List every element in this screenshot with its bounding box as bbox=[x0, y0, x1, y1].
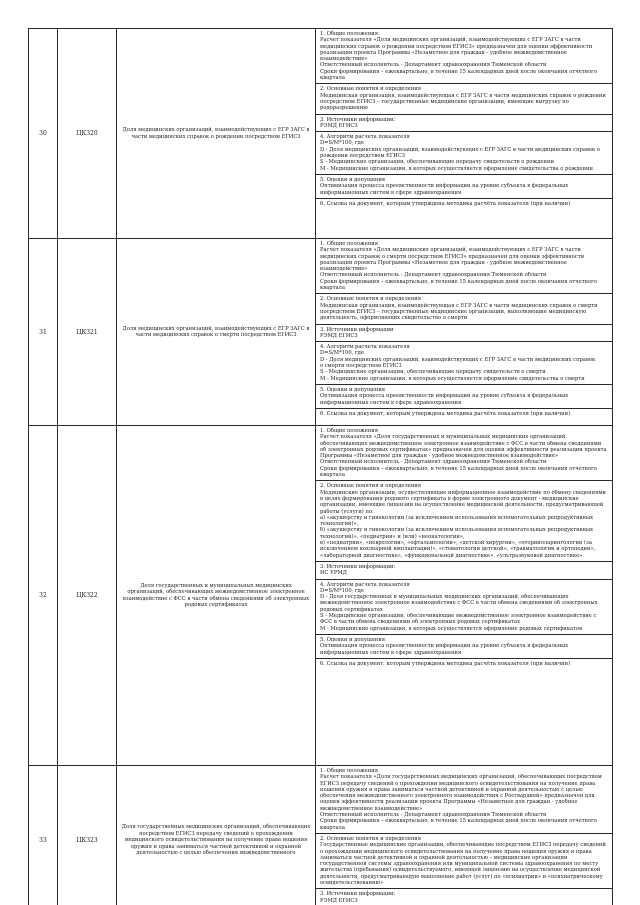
section-line: деятельности, предусматривающую выполнение работ (услуг) по «психиатрии» и «психиатрическому bbox=[320, 873, 603, 880]
section-line: РЭМД ЕГИСЗ bbox=[320, 122, 358, 129]
section-line: деятельность, оформляющих свидетельство о смерти bbox=[320, 315, 468, 322]
section-heading: 6. Ссылка на документ, которым утверждена методика расчёта показателя (при наличии) bbox=[320, 200, 571, 207]
section-line: в) «педиатрии», «неврологии», «офтальмологии», «детской хирургии», «оториноларингологии (за bbox=[320, 540, 592, 547]
section-line: D=S/M*100, где bbox=[320, 350, 364, 357]
section-line: Государственные медицинские организации, обеспечивающие посредством ЕГИСЗ передачу сведений bbox=[320, 842, 606, 849]
methodology-section bbox=[316, 481, 612, 562]
section-line: Сроки формирования – ежеквартально, в течение 15 календарных дней после окончания отчетного bbox=[320, 818, 597, 825]
section-line: Ответственный исполнитель - Департамент здравоохранения Тюменской области bbox=[320, 459, 547, 466]
section-line: Медицинские организации, осуществляющие информационное взаимодействие по обмену сведениями bbox=[320, 489, 606, 496]
section-line: S - Медицинские организации, обеспечивающие межведомственное электронное взаимодействие с bbox=[320, 613, 597, 620]
section-line: исключением кохлеарной имплантации)», «стоматологии детской», «травматологии и ортопедии», bbox=[320, 546, 596, 553]
section-line: РЭМД ЕГИСЗ bbox=[320, 897, 358, 904]
section-line: информационных систем в сфере здравоохранения bbox=[320, 649, 462, 656]
section-line: квартала bbox=[320, 75, 345, 82]
row-indicator: Доля медицинских организаций, взаимодействующих с ЕГР ЗАГС в части медицинских справок о смерти посредством ЕГИСЗ bbox=[117, 239, 316, 426]
section-heading: 3. Источники информации: bbox=[320, 891, 396, 898]
section-line: реализации проекта Программы «Незаметное для граждан - удобное межведомственное bbox=[320, 259, 567, 266]
row-number: 31 bbox=[29, 239, 58, 426]
section-line: Расчет показателя «Доля медицинских организаций, взаимодействующих с ЕГР ЗАГС в части bbox=[320, 37, 581, 44]
section-line: Оптимизация процесса преемственности информации на уровне субъекта в федеральных bbox=[320, 643, 569, 650]
section-line: Оптимизация процесса преемственности информации на уровне субъекта в федеральных bbox=[320, 183, 569, 190]
section-heading: 5. Оценки и допущения bbox=[320, 636, 386, 643]
section-line: посредством ЕГИСЗ – государственные медицинские организации, выполняющие медицинскую bbox=[320, 308, 587, 315]
section-heading: 1. Общие положения bbox=[320, 768, 379, 774]
row-details bbox=[316, 426, 613, 766]
methodology-section bbox=[316, 239, 612, 294]
section-heading: 1. Общие положения bbox=[320, 241, 379, 247]
section-line: M - Медицинские организации, в которых осуществляется оформление свидетельства о смерти bbox=[320, 375, 585, 382]
section-line: работы (услуги) по: bbox=[320, 508, 374, 515]
section-line: квартала bbox=[320, 472, 345, 479]
document-page bbox=[28, 28, 613, 905]
section-line: ИС УРМД bbox=[320, 570, 347, 577]
section-line: Медицинская организация, взаимодействующая с ЕГР ЗАГС в части медицинских справок о смерти bbox=[320, 302, 598, 309]
section-line: о смерти посредством ЕГИСЗ bbox=[320, 363, 402, 370]
methodology-section bbox=[316, 84, 612, 114]
section-heading: 5. Оценки и допущения bbox=[320, 176, 386, 183]
methodology-section bbox=[316, 294, 612, 324]
section-line: Ответственный исполнитель - Департамент здравоохранения Тюменской области bbox=[320, 62, 547, 69]
section-line: Медицинская организация, взаимодействующая с ЕГР ЗАГС в части медицинских справок о рождении bbox=[320, 92, 606, 99]
row-details bbox=[316, 239, 613, 426]
row-code: ЦК322 bbox=[58, 426, 117, 766]
section-line: Ответственный исполнитель - Департамент здравоохранения Тюменской области bbox=[320, 272, 547, 279]
section-line: в целях формирования родового сертификата в форме электронного документ - медицинские bbox=[320, 495, 579, 502]
section-line: M - Медицинские организации, в которых осуществляется оформление родовых сертификатов bbox=[320, 625, 583, 632]
section-heading: 2. Основные понятия и определения bbox=[320, 483, 422, 490]
section-line: S - Медицинские организации, обеспечивающие передачу свидетельств о смерти bbox=[320, 369, 546, 376]
section-line: Расчет показателя «Доля государственных медицинских организаций, обеспечивающих посредством bbox=[320, 774, 602, 781]
section-line: Расчет показателя «Доля государственных и муниципальных медицинских организаций, bbox=[320, 434, 567, 441]
methodology-section bbox=[316, 132, 612, 175]
methodology-section bbox=[316, 766, 612, 834]
section-heading: 1. Общие положения bbox=[320, 428, 379, 434]
section-line: обеспечивающих межведомственное электронное взаимодействие с ФСС в части обмена сведениями bbox=[320, 440, 602, 447]
section-line: заниматься частной детективной и охранной деятельностью – медицинские организации bbox=[320, 854, 568, 861]
section-heading: 6. Ссылка на документ, которым утверждена методика расчёта показателя (при наличии) bbox=[320, 410, 571, 417]
methodology-section bbox=[316, 580, 612, 635]
table-row bbox=[29, 29, 613, 239]
section-line: информационных систем в сфере здравоохранения bbox=[320, 399, 462, 406]
section-line: D=S/M*100, где bbox=[320, 587, 364, 594]
row-indicator: Доля государственных и муниципальных медицинских организаций, обеспечивающих межведомственное электронное взаимодействие с ФСС в части обмена сведениями об электронных родовых сертификатах bbox=[117, 426, 316, 766]
section-heading: 4. Алгоритм расчета показателя bbox=[320, 581, 410, 588]
section-line: посредством ЕГИСЗ – государственные медицинские организации, имеющие выгрузку по bbox=[320, 98, 569, 105]
section-line: о прохождении медицинского освидетельствования на получение права ношения оружия и права bbox=[320, 848, 592, 855]
section-line: квартала bbox=[320, 285, 345, 292]
section-line: родоразрешению bbox=[320, 105, 368, 112]
section-line: взаимодействие» bbox=[320, 266, 368, 273]
methodology-section bbox=[316, 115, 612, 133]
row-number: 33 bbox=[29, 766, 58, 905]
section-heading: 3. Источники информации: bbox=[320, 563, 396, 570]
section-line: б) «акушерству и гинекологии (за исключением использования вспомогательных репродуктивных bbox=[320, 527, 594, 534]
section-line: D - Доля медицинских организаций, взаимодействующих с ЕГР ЗАГС в части медицинских справок о bbox=[320, 146, 601, 153]
row-indicator: Доля медицинских организаций, взаимодействующих с ЕГР ЗАГС в части медицинских справок о рождении посредством ЕГИСЗ bbox=[117, 29, 316, 239]
methodology-section bbox=[316, 834, 612, 889]
methodology-section bbox=[316, 409, 612, 419]
section-line: ЕГИСЗ передачу сведений о прохождении медицинского освидетельствования на получение права bbox=[320, 780, 596, 787]
section-line: S - Медицинские организации, обеспечивающие передачу свидетельств о рождении bbox=[320, 159, 554, 166]
section-line: межведомственное взаимодействие» bbox=[320, 805, 423, 812]
section-line: оценки эффективности реализации проекта Программы «Незаметное для граждан - удобное bbox=[320, 799, 578, 806]
section-line: информационных систем в сфере здравоохранения bbox=[320, 189, 462, 196]
section-line: реализации проекта Программы «Незаметное для граждан - удобное межведомственное bbox=[320, 49, 567, 56]
row-indicator: Доля государственных медицинских организаций, обеспечивающих посредством ЕГИСЗ передачу сведений о прохождении медицинского освидетельствования на получение права ношения оружия и права заниматься частной детективной и охранной деятельностью с целью обеспечения межведомственного bbox=[117, 766, 316, 905]
row-code: ЦК321 bbox=[58, 239, 117, 426]
section-line: Ответственный исполнитель - Департамент здравоохранения Тюменской области bbox=[320, 812, 547, 819]
section-line: государственной системы здравоохранения или муниципальной системы здравоохранения по месту bbox=[320, 861, 599, 868]
section-line: а) «акушерству и гинекологии (за исключением использования вспомогательных репродуктивных bbox=[320, 514, 593, 521]
section-line: технологий)», bbox=[320, 521, 359, 528]
row-code: ЦК320 bbox=[58, 29, 117, 239]
section-line: освидетельствованию» bbox=[320, 880, 384, 887]
section-heading: 2. Основные понятия и определения bbox=[320, 86, 422, 93]
section-line: взаимодействие» bbox=[320, 56, 368, 63]
section-line: Сроки формирования – ежеквартально, в течение 15 календарных дней после окончания отчетного bbox=[320, 465, 597, 472]
section-line: Оптимизация процесса преемственности информации на уровне субъекта в федеральных bbox=[320, 393, 569, 400]
section-line: рождении посредством ЕГИСЗ bbox=[320, 153, 406, 160]
section-line: межведомственное электронное взаимодействие с ФСС в части обмена сведениями об электронных bbox=[320, 600, 598, 607]
section-heading: 2. Основные понятия и определения bbox=[320, 835, 422, 842]
indicator-table bbox=[28, 28, 613, 905]
section-line: технологий)», «педиатрии» и (или) «неонатологии», bbox=[320, 533, 465, 540]
section-line: ФСС в части обмена сведениями об электронных родовых сертификатах bbox=[320, 619, 520, 626]
section-line: медицинских справок о смерти посредством ЕГИСЗ» предназначен для оценки эффективности bbox=[320, 253, 585, 260]
section-line: Сроки формирования – ежеквартально, в течение 15 календарных дней после окончания отчетного bbox=[320, 278, 597, 285]
row-details bbox=[316, 766, 613, 905]
section-line: об электронных родовых сертификатах» предназначен для оценки эффективности реализации проекта bbox=[320, 446, 607, 453]
methodology-section bbox=[316, 426, 612, 481]
section-line: «лабораторной диагностике», «функциональной диагностике», «ультразвуковой диагностике» bbox=[320, 552, 583, 559]
section-line: РЭМД ЕГИСЗ bbox=[320, 332, 358, 339]
methodology-section bbox=[316, 889, 612, 905]
section-heading: 3. Источники информации: bbox=[320, 116, 396, 123]
section-line: обеспечения межведомственного электронного взаимодействия с Росгвардией» предназначен для bbox=[320, 793, 595, 800]
section-line: M - Медицинские организации, в которых осуществляется оформление свидетельства о рождении bbox=[320, 165, 593, 172]
table-body bbox=[29, 29, 613, 905]
section-line: ношения оружия и права заниматься частной детективной и охранной деятельностью с целью bbox=[320, 786, 583, 793]
section-line: Сроки формирования – ежеквартально, в течение 15 календарных дней после окончания отчетного bbox=[320, 68, 597, 75]
section-line: D - Доля государственных и муниципальных медицинских организаций, обеспечивающих bbox=[320, 594, 569, 601]
section-line: жительства (пребывания) освидетельствуемого, имеющей лицензию на осуществление медицинской bbox=[320, 867, 601, 874]
table-row bbox=[29, 426, 613, 766]
section-line: квартала bbox=[320, 824, 345, 831]
methodology-section bbox=[316, 29, 612, 84]
methodology-section bbox=[316, 385, 612, 409]
section-heading: 3. Источники информации bbox=[320, 326, 394, 333]
methodology-section bbox=[316, 635, 612, 659]
section-line: D=S/M*100, где bbox=[320, 140, 364, 147]
section-heading: 6. Ссылка на документ, которым утверждена методика расчёта показателя (при наличии) bbox=[320, 660, 571, 667]
methodology-section bbox=[316, 325, 612, 343]
section-heading: 4. Алгоритм расчета показателя bbox=[320, 134, 410, 141]
section-line: Программы «Незаметное для граждан - удобное межведомственное взаимодействие» bbox=[320, 453, 559, 460]
section-line: D - Доля медицинских организаций, взаимодействующих с ЕГР ЗАГС в части медицинских справок bbox=[320, 356, 596, 363]
table-row bbox=[29, 766, 613, 905]
row-number: 32 bbox=[29, 426, 58, 766]
table-row bbox=[29, 239, 613, 426]
section-line: Расчет показателя «Доля медицинских организаций, взаимодействующих с ЕГР ЗАГС в части bbox=[320, 247, 581, 254]
methodology-section bbox=[316, 175, 612, 199]
section-line: организации, имеющие лицензии на осуществление медицинской деятельности, предусматривающей bbox=[320, 502, 604, 509]
methodology-section bbox=[316, 659, 612, 669]
methodology-section bbox=[316, 199, 612, 209]
row-number: 30 bbox=[29, 29, 58, 239]
row-code: ЦК323 bbox=[58, 766, 117, 905]
section-heading: 4. Алгоритм расчета показателя bbox=[320, 344, 410, 351]
section-heading: 1. Общие положения bbox=[320, 31, 379, 37]
methodology-section bbox=[316, 342, 612, 385]
section-heading: 2. Основные понятия и определения bbox=[320, 296, 422, 303]
section-heading: 5. Оценки и допущения bbox=[320, 386, 386, 393]
section-line: родовых сертификатах bbox=[320, 606, 383, 613]
methodology-section bbox=[316, 562, 612, 580]
row-details bbox=[316, 29, 613, 239]
section-line: медицинских справок о рождении посредством ЕГИСЗ» предназначен для оценки эффективности bbox=[320, 43, 593, 50]
